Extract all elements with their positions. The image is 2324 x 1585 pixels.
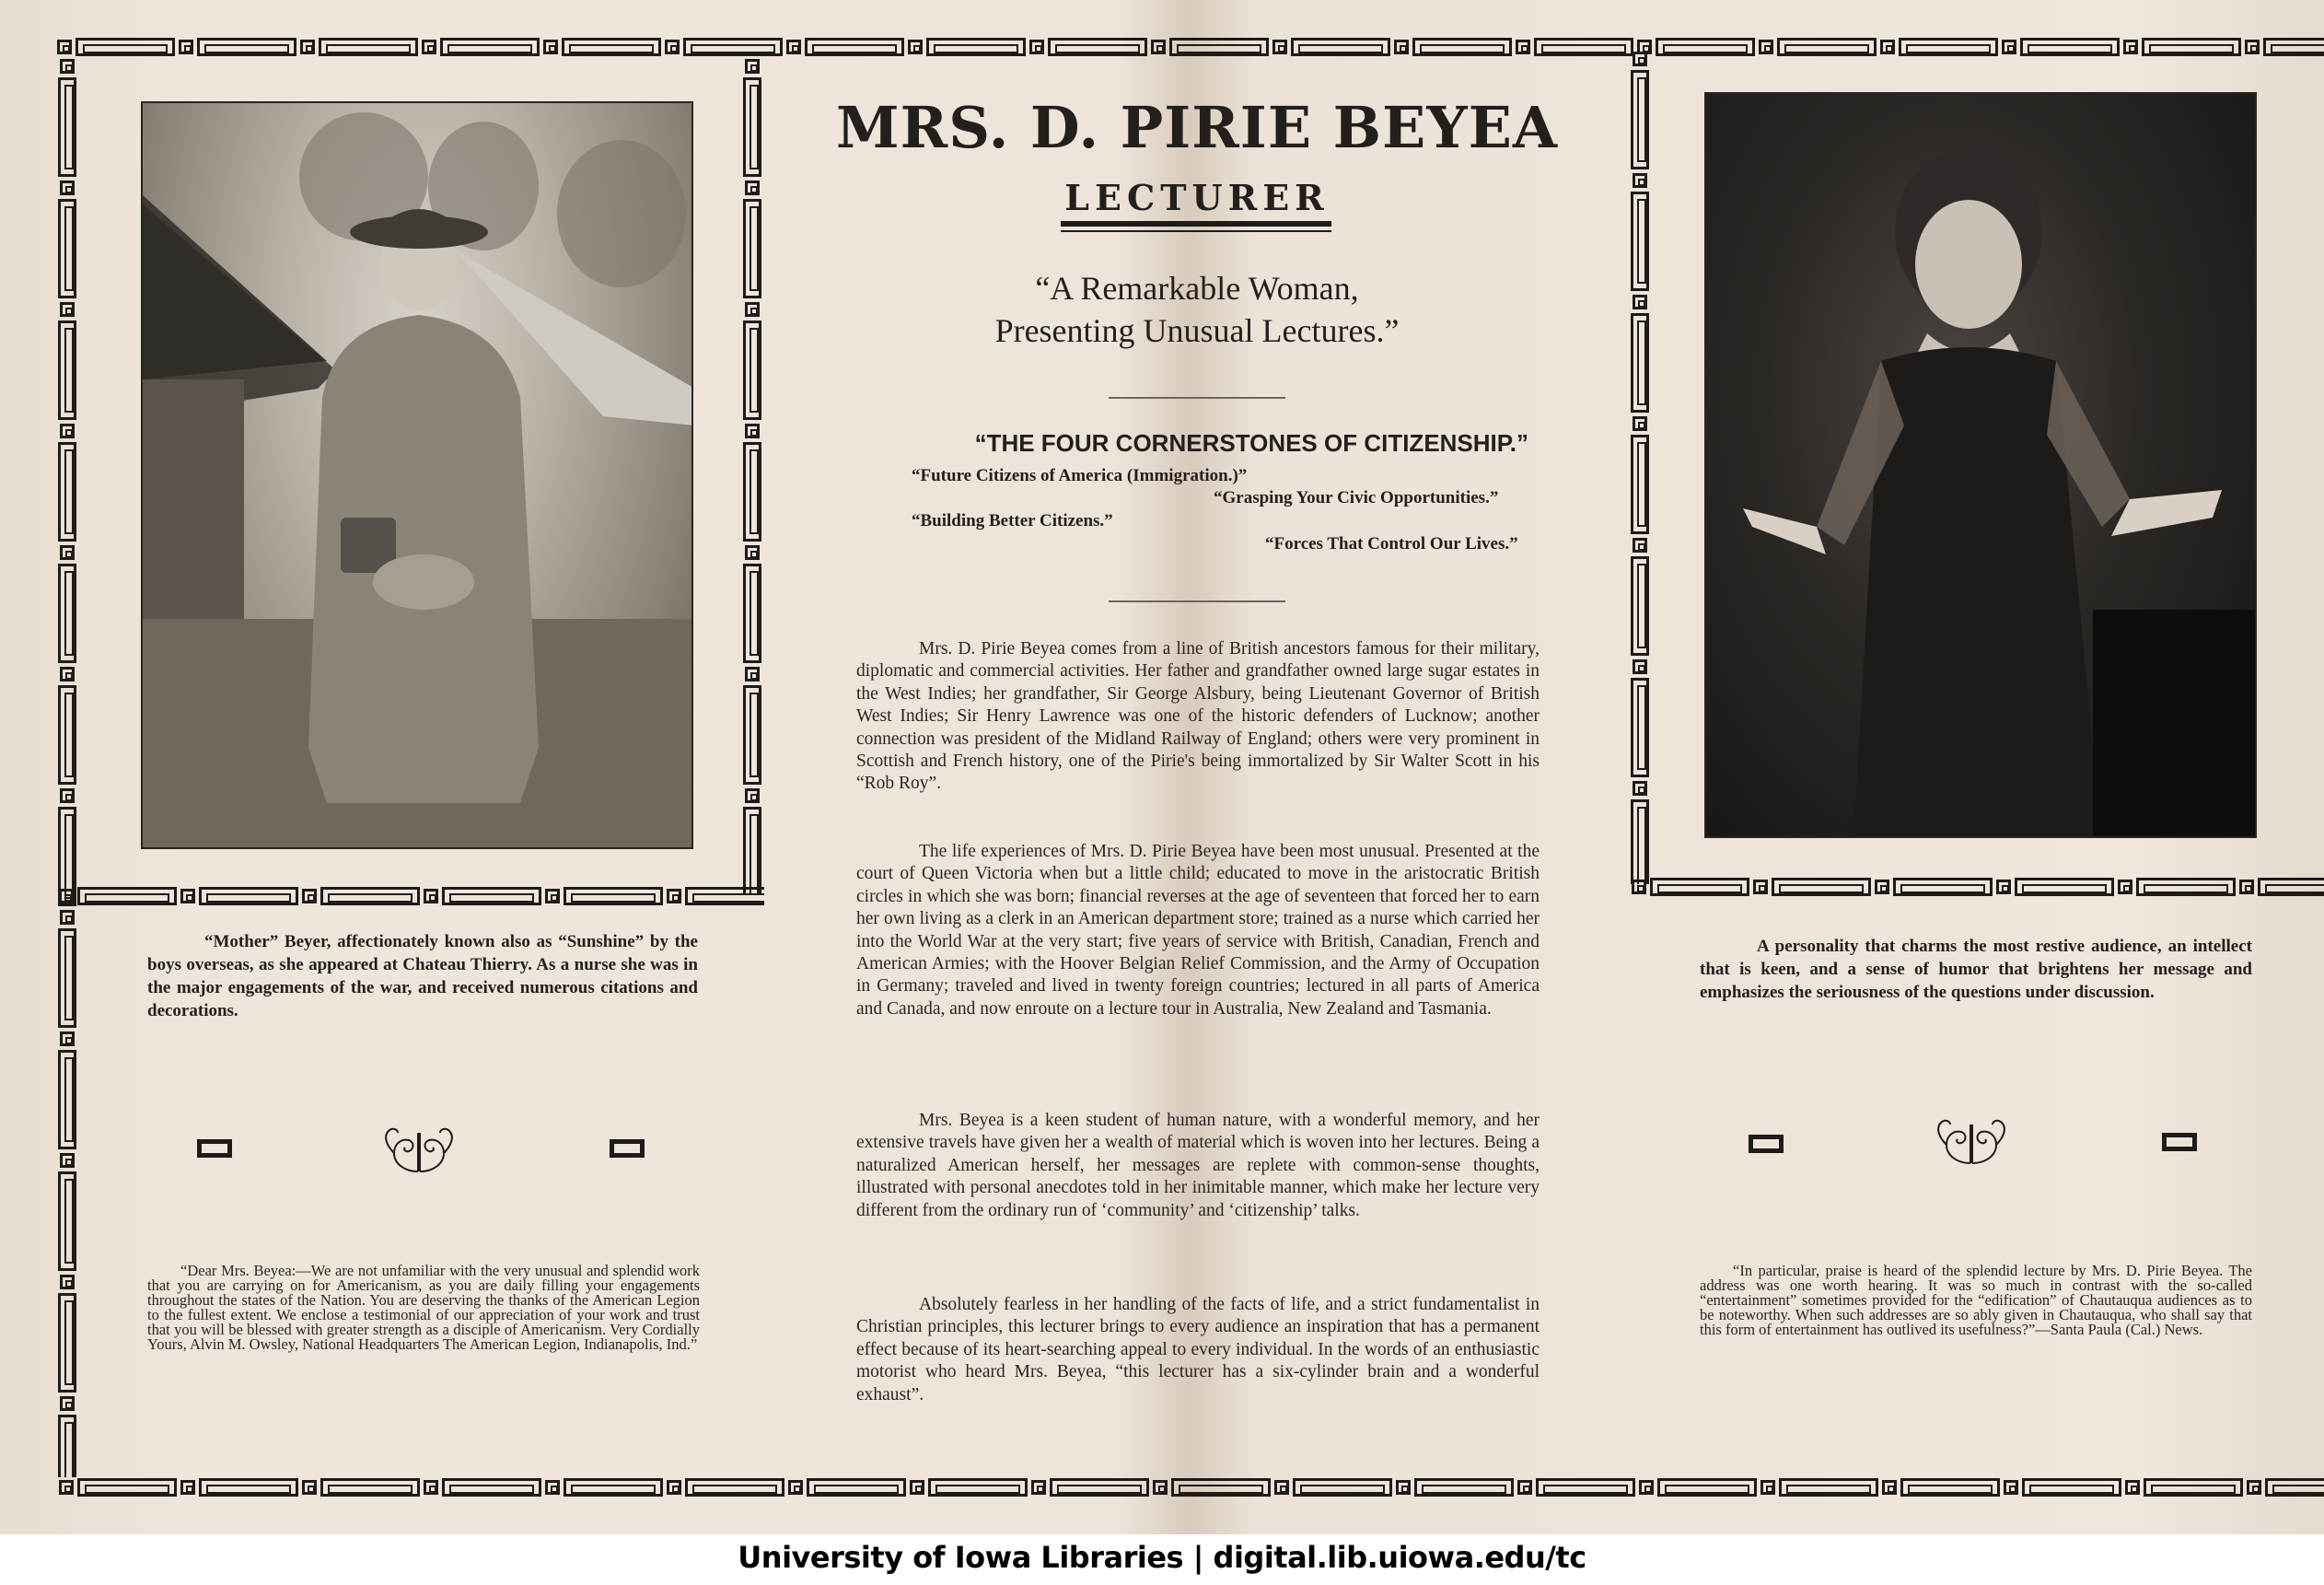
border-bar-icon xyxy=(77,1478,177,1497)
border-bar-icon xyxy=(2142,38,2241,56)
border-bar-icon xyxy=(743,320,761,420)
border-square-icon xyxy=(1633,659,1647,674)
border-square-icon xyxy=(59,889,74,903)
border-bar-icon xyxy=(1536,1478,1635,1497)
lecture-title: “Future Citizens of America (Immigration.)” xyxy=(912,466,1248,485)
border-square-icon xyxy=(1029,40,1044,54)
border-square-icon xyxy=(424,1480,438,1495)
border-bar-icon xyxy=(440,38,540,56)
border-bar-icon xyxy=(1412,38,1512,56)
border-left-column-right xyxy=(742,59,762,895)
border-bar-icon xyxy=(2258,878,2324,896)
right-photo-caption: A personality that charms the most restive audience, an intellect that is keen, and a sense of humor that brightens her message and emphasizes the seriousness of the questions under discussion. xyxy=(1700,937,2252,1002)
border-square-icon xyxy=(1633,781,1647,796)
border-bar-icon xyxy=(1631,70,1649,169)
border-square-icon xyxy=(60,910,75,925)
border-bar-icon xyxy=(58,564,76,663)
border-bar-icon xyxy=(1772,878,1871,896)
border-bar-icon xyxy=(807,1478,906,1497)
border-bar-icon xyxy=(442,1478,541,1497)
border-square-icon xyxy=(1031,1480,1046,1495)
page-title: MRS. D. PIRIE BEYEA xyxy=(836,94,1558,161)
border-bar-icon xyxy=(562,38,661,56)
border-square-icon xyxy=(745,424,760,438)
photo-nurse-uniform-icon xyxy=(143,103,693,849)
lecture-title: “Building Better Citizens.” xyxy=(912,511,1113,530)
border-bottom xyxy=(59,1477,2324,1498)
border-square-icon xyxy=(180,1480,195,1495)
border-square-icon xyxy=(910,1480,924,1495)
border-bar-icon xyxy=(1293,1478,1392,1497)
border-square-icon xyxy=(1633,295,1647,309)
border-square-icon xyxy=(2245,40,2260,54)
border-bar-icon xyxy=(1631,192,1649,291)
border-bar-icon xyxy=(743,564,761,663)
border-left-photo-bottom xyxy=(59,886,764,906)
divider-rule xyxy=(1109,600,1285,602)
border-square-icon xyxy=(1759,40,1773,54)
border-square-icon xyxy=(1633,538,1647,553)
border-square-icon xyxy=(1153,1480,1168,1495)
border-top xyxy=(57,37,2324,57)
border-right-photo-bottom xyxy=(1632,877,2324,897)
tagline-line-1: “A Remarkable Woman, xyxy=(1035,270,1359,307)
border-bar-icon xyxy=(683,38,783,56)
border-bar-icon xyxy=(928,1478,1028,1497)
border-square-icon xyxy=(1274,1480,1289,1495)
subtitle-underline-thin xyxy=(1061,230,1331,232)
subtitle-underline xyxy=(1061,221,1331,227)
border-square-icon xyxy=(1753,880,1768,894)
border-bar-icon xyxy=(58,685,76,785)
border-square-icon xyxy=(302,889,317,903)
border-square-icon xyxy=(60,1396,75,1411)
border-bar-icon xyxy=(199,887,298,905)
border-square-icon xyxy=(745,302,760,317)
border-square-icon xyxy=(2123,40,2138,54)
border-square-icon xyxy=(2125,1480,2140,1495)
ornament-rectangle-icon xyxy=(2162,1133,2197,1151)
border-right-column-left xyxy=(1630,52,1650,884)
border-bar-icon xyxy=(58,320,76,420)
border-square-icon xyxy=(60,181,75,195)
border-bar-icon xyxy=(2015,878,2114,896)
border-bar-icon xyxy=(442,887,541,905)
border-square-icon xyxy=(60,788,75,803)
border-bar-icon xyxy=(1899,38,1998,56)
border-bar-icon xyxy=(685,1478,784,1497)
border-bar-icon xyxy=(2144,1478,2243,1497)
border-bar-icon xyxy=(1414,1478,1514,1497)
border-square-icon xyxy=(2247,1480,2261,1495)
border-bar-icon xyxy=(1650,878,1749,896)
border-bar-icon xyxy=(58,1293,76,1393)
border-square-icon xyxy=(1996,880,2011,894)
ornament-rectangle-icon xyxy=(197,1139,232,1158)
border-bar-icon xyxy=(1631,435,1649,534)
border-square-icon xyxy=(300,40,315,54)
border-square-icon xyxy=(60,1153,75,1168)
border-square-icon xyxy=(2004,1480,2018,1495)
border-bar-icon xyxy=(2020,38,2120,56)
border-square-icon xyxy=(424,889,438,903)
border-bar-icon xyxy=(564,887,663,905)
scroll-ornament-icon xyxy=(1930,1117,2013,1165)
border-square-icon xyxy=(745,545,760,560)
body-paragraph: Mrs. Beyea is a keen student of human nature, with a wonderful memory, and her extensive travels have given her a wealth of material which is woven into her lectures. Being a naturalized American herself, her messages are replete with common-sense thoughts, illustrated with personal anecdotes told in her inimitable manner, which make her lecture very different from the ordinary run of ‘community’ and ‘citizenship’ talks. xyxy=(856,1111,1540,1220)
border-bar-icon xyxy=(1657,1478,1757,1497)
border-square-icon xyxy=(59,1480,74,1495)
lecture-title: “Grasping Your Civic Opportunities.” xyxy=(1214,488,1499,507)
border-bar-icon xyxy=(743,442,761,542)
border-bar-icon xyxy=(320,887,420,905)
border-bar-icon xyxy=(77,887,177,905)
border-bar-icon xyxy=(743,199,761,298)
border-square-icon xyxy=(60,424,75,438)
border-bar-icon xyxy=(1631,313,1649,413)
border-bar-icon xyxy=(58,199,76,298)
border-bar-icon xyxy=(1169,38,1269,56)
divider-rule xyxy=(1109,397,1285,399)
border-square-icon xyxy=(302,1480,317,1495)
border-square-icon xyxy=(1882,1480,1897,1495)
border-left xyxy=(57,59,77,1477)
border-square-icon xyxy=(2002,40,2016,54)
border-square-icon xyxy=(786,40,801,54)
border-square-icon xyxy=(1639,1480,1654,1495)
border-bar-icon xyxy=(1050,1478,1149,1497)
border-square-icon xyxy=(180,889,195,903)
border-bar-icon xyxy=(1779,1478,1878,1497)
ornament-rectangle-icon xyxy=(610,1139,645,1158)
border-bar-icon xyxy=(1291,38,1390,56)
border-bar-icon xyxy=(1631,678,1649,777)
border-bar-icon xyxy=(743,807,761,895)
border-bar-icon xyxy=(58,1050,76,1149)
border-square-icon xyxy=(2239,880,2254,894)
border-square-icon xyxy=(1633,173,1647,188)
border-square-icon xyxy=(1633,52,1647,66)
border-bar-icon xyxy=(2022,1478,2121,1497)
border-square-icon xyxy=(1633,416,1647,431)
border-square-icon xyxy=(1396,1480,1411,1495)
body-paragraph: Absolutely fearless in her handling of the facts of life, and a strict fundamentalist in Christian principles, this lecturer brings to every audience an inspiration that has a permanent effect because of its heart-searching appeal to every individual. In the words of an enthusiastic motorist who heard Mrs. Beyea, “this lecturer has a six-cylinder brain and a wonderful exhaust”. xyxy=(856,1295,1540,1404)
border-square-icon xyxy=(745,181,760,195)
border-square-icon xyxy=(908,40,923,54)
santa-paula-review: “In particular, praise is heard of the splendid lecture by Mrs. D. Pirie Beyea. The address was one worth hearing. It was so much in contrast with the so-called “entertainment” sometimes provided for the “edification” of Chautauqua audiences as to be noteworthy. When such addresses are so ably given in Chautauqua, who shall say that this form of entertainment has outlived its usefulness?”—Santa Paula (Cal.) News. xyxy=(1700,1262,2252,1338)
cornerstones-heading: “THE FOUR CORNERSTONES OF CITIZENSHIP.” xyxy=(974,429,1528,457)
border-square-icon xyxy=(1875,880,1889,894)
border-bar-icon xyxy=(1631,556,1649,656)
tagline xyxy=(764,267,1630,352)
border-square-icon xyxy=(57,40,72,54)
border-bar-icon xyxy=(197,38,296,56)
border-bar-icon xyxy=(1777,38,1877,56)
photo-portrait-gesturing-icon xyxy=(1706,94,2257,838)
border-square-icon xyxy=(667,889,681,903)
border-bar-icon xyxy=(1656,38,1755,56)
library-credit: University of Iowa Libraries | digital.lib.uiowa.edu/tc xyxy=(738,1540,1586,1575)
border-square-icon xyxy=(667,1480,681,1495)
scroll-ornament-icon xyxy=(378,1125,460,1173)
border-bar-icon xyxy=(2136,878,2236,896)
border-bar-icon xyxy=(1631,799,1649,884)
border-square-icon xyxy=(60,59,75,74)
body-paragraph: Mrs. D. Pirie Beyea comes from a line of British ancestors famous for their military, diplomatic and commercial activities. Her father and grandfather owned large sugar estates in the West Indies; her grandfather, Sir George Alsbury, being Lieutenant Governor of British West Indies; Sir Henry Lawrence was one of the historic defenders of Lucknow; another connection was president of the Midland Railway of England; others were very prominent in Scottish and French history, one of the Pirie's being immortalized by Sir Walter Scott in his “Rob Roy”. xyxy=(856,639,1540,794)
border-bar-icon xyxy=(58,928,76,1028)
border-bar-icon xyxy=(320,1478,420,1497)
border-square-icon xyxy=(1394,40,1409,54)
lecture-title: “Forces That Control Our Lives.” xyxy=(1265,534,1518,554)
border-square-icon xyxy=(1272,40,1287,54)
border-square-icon xyxy=(179,40,193,54)
body-paragraph: The life experiences of Mrs. D. Pirie Beyea have been most unusual. Presented at the court of Queen Victoria when but a little child; educated to move in the aristocratic British circles in which she was born; financial reverses at the age of seventeen that forced her to earn her own living as a clerk in an American department store; trained as a nurse which carried her into the World War at the very start; five years of service with British, Canadian, French and American Armies; with the Hoover Belgian Relief Commission, and the Army of Occupation in Germany; traveled and lived in twenty foreign countries; lectured in all parts of America and Canada, and now enroute on a lecture tour in Australia, New Zealand and Tasmania. xyxy=(856,842,1540,1019)
border-bar-icon xyxy=(199,1478,298,1497)
border-square-icon xyxy=(1880,40,1895,54)
border-square-icon xyxy=(545,889,560,903)
border-bar-icon xyxy=(2265,1478,2324,1497)
border-square-icon xyxy=(2118,880,2132,894)
border-bar-icon xyxy=(76,38,175,56)
border-square-icon xyxy=(788,1480,803,1495)
border-square-icon xyxy=(1151,40,1166,54)
border-square-icon xyxy=(60,1031,75,1046)
border-bar-icon xyxy=(926,38,1026,56)
border-bar-icon xyxy=(58,77,76,177)
border-bar-icon xyxy=(743,77,761,177)
border-square-icon xyxy=(60,667,75,682)
border-bar-icon xyxy=(58,1415,76,1477)
border-square-icon xyxy=(1632,880,1646,894)
border-bar-icon xyxy=(1534,38,1633,56)
border-square-icon xyxy=(422,40,436,54)
page-subtitle: LECTURER xyxy=(1064,177,1330,218)
border-square-icon xyxy=(1516,40,1530,54)
border-square-icon xyxy=(1517,1480,1532,1495)
border-square-icon xyxy=(1760,1480,1775,1495)
border-square-icon xyxy=(745,59,760,74)
border-bar-icon xyxy=(58,1171,76,1271)
border-square-icon xyxy=(745,788,760,803)
border-bar-icon xyxy=(2263,38,2324,56)
border-bar-icon xyxy=(805,38,904,56)
border-square-icon xyxy=(745,667,760,682)
american-legion-letter: “Dear Mrs. Beyea:—We are not unfamiliar with the very unusual and splendid work that you are carrying on for Americanism, as you are daily filling your engagements throughout the states of the Nation. You are deserving the thanks of the American Legion to the fullest extent. We enclose a testimonial of our appreciation of your work and trust that you will be blessed with greater strength as a disciple of Americanism. Very Cordially Yours, Alvin M. Owsley, National Headquarters The American Legion, Indianapolis, Ind.” xyxy=(147,1262,700,1353)
photo-nurse-uniform xyxy=(141,101,693,849)
border-bar-icon xyxy=(1900,1478,2000,1497)
border-bar-icon xyxy=(685,887,764,905)
border-square-icon xyxy=(543,40,558,54)
border-square-icon xyxy=(665,40,680,54)
border-square-icon xyxy=(60,1275,75,1289)
border-bar-icon xyxy=(743,685,761,785)
border-square-icon xyxy=(60,302,75,317)
border-bar-icon xyxy=(1893,878,1993,896)
border-bar-icon xyxy=(1171,1478,1271,1497)
border-bar-icon xyxy=(319,38,418,56)
border-square-icon xyxy=(545,1480,560,1495)
photo-portrait-gesturing xyxy=(1704,92,2257,838)
border-bar-icon xyxy=(58,442,76,542)
left-photo-caption: “Mother” Beyer, affectionately known also as “Sunshine” by the boys overseas, as she appeared at Chateau Thierry. As a nurse she was in the major engagements of the war, and received numerous citations and decorations. xyxy=(147,932,698,1020)
ornament-rectangle-icon xyxy=(1749,1135,1784,1153)
border-bar-icon xyxy=(1048,38,1147,56)
tagline-line-2: Presenting Unusual Lectures.” xyxy=(994,312,1400,349)
border-square-icon xyxy=(60,545,75,560)
border-bar-icon xyxy=(564,1478,663,1497)
